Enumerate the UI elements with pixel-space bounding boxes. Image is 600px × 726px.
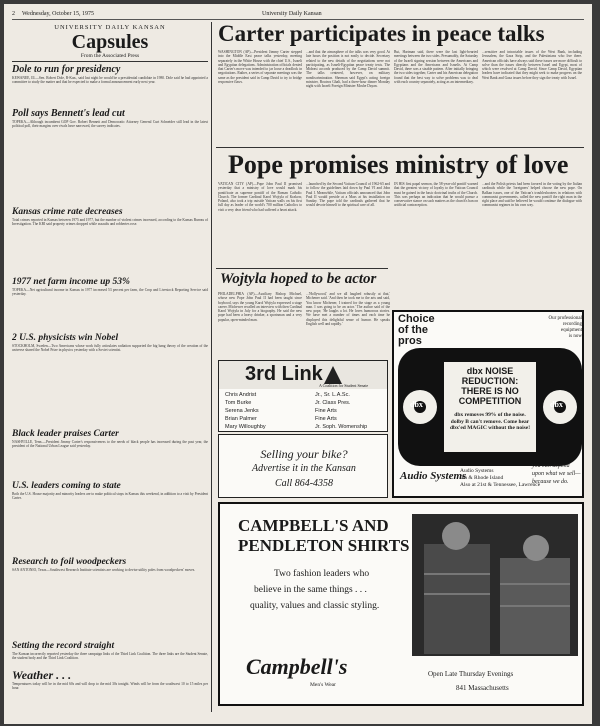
pope-col-1: VATICAN CITY (AP)—Pope John Paul II promised yesterday that a ministry of love would mark his pontificate as supreme pontiff of the Roman Catholic Church. The former Cardinal Karol Wojtyla of Krakow, Poland, also took a trip outside Vatican walls on his first full day as leader of the world's 700 million Catholics to visit a very dear friend who had suffered a heart attack.	[218, 182, 302, 212]
peace-headline: Carter participates in peace talks	[218, 21, 545, 46]
wojtyla-headline: Wojtyla hoped to be actor	[220, 271, 377, 287]
campbell-address: 841 Massachusetts	[456, 684, 509, 692]
page-number: 2	[12, 11, 15, 17]
brief-body: STOCKHOLM, Sweden—Two Americans whose work fully articulates radiation supported the big bang theory of the creation of the universe shared the Nobel Prize in physics yesterday with a Soviet scientist.	[12, 344, 208, 353]
brief-body: SAN ANTONIO, Texas—Southwest Research Institute scientists are working to devise utility poles from woodpeckers' moves.	[12, 568, 196, 572]
dbx-headline: dbx NOISE REDUCTION: THERE IS NO COMPETITION	[458, 366, 522, 406]
dbx-body: dbx removes 99% of the noise. dolby B can't remove. Come hear dbx'ed MAGIC without the noise!	[449, 412, 531, 431]
brief-headline: U.S. leaders coming to state	[12, 481, 121, 491]
ad-3rd-link	[218, 360, 388, 432]
folio-bar	[12, 10, 584, 20]
folio-date: Wednesday, October 15, 1975	[22, 11, 94, 17]
pope-headline: Pope promises ministry of love	[228, 150, 569, 179]
candidate-name: Chris Andrist	[225, 392, 257, 398]
campbell-copy-line: believe in the same things . . .	[254, 585, 367, 595]
kansan-ad-line1: Selling your bike?	[260, 447, 348, 461]
brief-headline: 2 U.S. physicists win Nobel	[12, 333, 119, 343]
store-extra: Also at 21st & Tennessee, Lawrence	[460, 482, 541, 488]
newspaper-page	[4, 4, 592, 724]
brief-farm	[12, 276, 208, 332]
capsules-title: Capsules	[71, 31, 149, 53]
photo-illustration	[412, 514, 578, 656]
ad-kicker-line: Our professional	[548, 316, 582, 321]
peace-col-4: ...sensitive and intractable issues of the West Bank, including Jerusalem, the Gaza Strip, and the Palestinians who live there. American officials have always said these issues are more difficult to solve than the issues directly between Israel and Egypt, most of which were resolved at Camp David. Since Camp David, Egyptian leaders have indicated that they might seek to make progress on the West Bank and Gaza issues before they sign the treaty with Israel.	[482, 50, 582, 80]
brief-weather	[12, 668, 208, 708]
capsules-kicker: UNIVERSITY DAILY KANSAN	[54, 24, 166, 31]
kansan-ad-phone: Call 864-4358	[274, 478, 334, 489]
brief-body: TOPEKA—Net agricultural income in Kansas in 1977 increased 53 percent per farm, the Crop and Livestock Reporting Service said yesterday.	[12, 288, 208, 297]
brief-black-leader	[12, 428, 208, 478]
brief-headline: Dole to run for presidency	[12, 64, 121, 75]
wojtyla-col-1: PHILADELPHIA (AP)—Auxiliary Bishop Michael, whose new Pope John Paul II had been taught since boyhood, says the young Karol Wojtyla expressed a stage career. Michewer recalled an interview with then Cardinal Karol Wojtyla in July for a biography. He said the new pope had been a heavy drinker, a sportsman and a very popular, open-minded man.	[218, 292, 302, 322]
ad-kansan-classified	[218, 434, 388, 498]
candidate-role: Fine Arts	[315, 408, 337, 414]
capsules-sub: From the Associated Press	[80, 53, 140, 59]
folio-paper: University Daily Kansan	[262, 11, 322, 17]
section-rule	[216, 268, 388, 269]
brief-nobel	[12, 332, 208, 392]
dbx-logo-right: dbx	[550, 400, 563, 409]
brief-body: Temperatures today will be in the mid 60s and will drop to the mid 30s tonight. Winds will be from the southwest 10 to 15 miles per hour.	[12, 682, 208, 691]
third-link-logo: 3rd Link	[245, 363, 323, 385]
peace-col-3: But, Hartman said, there were the last light-hearted meetings between the two sides. Presumably, the Saturday of the Israeli signing session between the Americans and Egyptians and the Americans and Israelis. At Camp David, there was a sizable pattern. After initially bringing the two sides together, Carter and his American delegation found that the best way to solve problems was to deal with each country separately, acting as an intermediary.	[394, 50, 478, 85]
ad-kicker-line: pros	[398, 335, 422, 347]
candidate-name: Tom Burke	[225, 400, 252, 406]
ad-kicker-line: of the	[398, 324, 428, 336]
brief-body: NASHVILLE, Tenn.—President Jimmy Carter's responsiveness to the needs of black people has increased during the past year, the president of the National Urban League said yesterday.	[12, 440, 208, 449]
brief-woodpeckers	[12, 556, 208, 636]
audio-systems-logo: Audio Systems	[400, 470, 467, 482]
candidate-role: Fine Arts	[315, 416, 337, 422]
dbx-logo-left: dbx	[410, 400, 423, 409]
pope-col-4: ...and the Polish priests had been favored in the voting by the Italian cardinals while the 'foreigners' helped choose the new pope. On Balkan issues, one of the Vatican's troubleshooters in relations with communist governments, called the new pontiff the right man in the right place and said he believed he would continue the dialogue with communist regimes in his own way.	[482, 182, 582, 208]
brief-headline: Weather . . .	[12, 668, 72, 682]
tree-icon	[323, 365, 343, 385]
ad-audio-systems	[392, 310, 584, 498]
capsules-header	[12, 22, 208, 62]
brief-headline: Setting the record straight	[12, 641, 115, 651]
pope-col-3: IN HIS first papal sermon, the 58-year-old pontiff warned that the greatest victory of loyalty to the Vatican Council must be gained in the basic doctrinal truths of the Church. This was perhaps an indication that he would pursue a conservative stance on such matters as the church's ban on artificial contraception.	[394, 182, 478, 208]
peace-col-1: WASHINGTON (AP)—President Jimmy Carter stepped into the Middle East peace talks yesterday, meeting separately in the White House with the chief U.S., Israeli and Egyptian delegations. Administration officials denied that Carter's move was intended to jar loose a deadlock in negotiations. Rather, a series of separate meetings was the same as the president said in Camp David to try to bridge responsive flaws.	[218, 50, 302, 85]
campbells-logo: Campbell's	[246, 654, 348, 679]
store-name: Audio Systems	[460, 468, 494, 474]
candidate-role: Jr. Class Pres.	[315, 400, 351, 406]
ad-kicker-line: Choice	[398, 313, 435, 325]
candidate-name: Brian Palmer	[225, 416, 257, 422]
ad-kicker-line: is now	[568, 334, 582, 339]
kansan-ad-line2: Advertise it in the Kansan	[252, 463, 356, 474]
brief-headline: Kansas crime rate decreases	[12, 207, 123, 217]
ad-kicker-line: recording	[562, 322, 582, 327]
brief-headline: 1977 net farm income up 53%	[12, 277, 130, 287]
brief-us-leaders	[12, 480, 208, 550]
brief-body: The Kansan incorrectly reported yesterday the three campaign links of the Third Link Coalition. The three links are the Student Senate, the student body and the Third Link Coalition.	[12, 652, 208, 661]
brief-headline: Black leader praises Carter	[12, 429, 119, 439]
brief-bennett	[12, 108, 208, 204]
shirt-model-photo	[412, 514, 578, 656]
brief-body: TOPEKA—Although incumbent GOP Gov. Robert Bennett and Democratic Attorney General Curt Schneider still lead in the latest political poll, their margins over rivals have narrowed, the survey indicates.	[12, 120, 208, 129]
candidate-role: Jr. Soph. Womenship	[315, 424, 368, 430]
campbells-logo-sub: Men's Wear	[310, 682, 336, 688]
wojtyla-col-2: ...'Hollywood,' and we all laughed robustly at that,' Michener said. 'And then he took me to the arts and said, You know Michener, I trained for the stage as a young man. I was going to be an actor.' The author said of the new pope, 'He laughs a lot. He loves humorous stories. We have met a number of times and each time he displayed this delightful sense of humor. He speaks English well and rapidly.'	[306, 292, 390, 327]
campbell-title-line: CAMPBELL'S AND	[238, 516, 389, 535]
section-rule	[216, 147, 584, 148]
ad-campbells	[218, 502, 584, 706]
brief-headline: Poll says Bennett's lead cut	[12, 108, 125, 119]
candidate-name: Mary Willoughby	[225, 424, 266, 430]
brief-crime	[12, 206, 208, 276]
brief-body: KEWANEE, Ill.—Sen. Robert Dole, R-Kan., said last night he would be a presidential candidate in 1980. Dole said he had appointed a committee to study the matter and that he expected to make a formal announcement early next year.	[12, 76, 208, 85]
candidate-role: Jr., Sr. L.A.Sc.	[315, 392, 350, 398]
ad-kicker-line: equipment	[560, 328, 582, 333]
pope-col-2: ...launched by the Second Vatican Council of 1962-65 and to follow the guidelines laid down by Paul VI and John Paul I. Meanwhile, Vatican officials announced that John Paul II would preside at a Mass at his installation on Sunday. The pope told the cardinals gathered that he would devote himself to the spiritual care of all.	[306, 182, 390, 208]
brief-body: Both the U.S. House majority and minority leaders are to make political stops in Kansas this weekend, in addition to a visit by President Carter.	[12, 492, 208, 501]
campbell-copy-line: Two fashion leaders who	[274, 569, 370, 579]
store-closing-line: you can depend upon what we sell— because we do.	[532, 463, 581, 485]
brief-body: Total crimes reported in Kansas between 1975 and 1977, but the number of violent crimes increased, according to the Kansas Bureau of Investigation. The KBI said property crimes dropped while assaults and robberies rose.	[12, 218, 208, 227]
candidate-name: Serena Jenks	[225, 408, 259, 414]
campbell-hours: Open Late Thursday Evenings	[428, 670, 514, 678]
third-link-tagline: A Coalition for Student Senate	[319, 383, 369, 388]
column-rule	[211, 22, 212, 712]
store-address: 9th & Rhode Island	[460, 475, 504, 481]
campbell-title-line: PENDLETON SHIRTS	[238, 536, 410, 555]
brief-record	[12, 640, 208, 668]
peace-col-2: ...and that the atmosphere of the talks was very good. At late hours the position is not easily to decide. Secretary related to the new details of the negotiations were not participating, as Israeli-Egyptian peace treaty texts. The Mideast accords produced by the Camp David summit. The talks centered, however, on military nondiscrimination. Sherman said Egypt's acting foreign minister, Boutros Ghali, had a three-hour dinner Monday night with Israeli Foreign Minister Moshe Dayan.	[306, 50, 390, 89]
campbell-copy-line: quality, values and classic styling.	[250, 601, 380, 611]
brief-headline: Research to foil woodpeckers	[12, 557, 127, 567]
